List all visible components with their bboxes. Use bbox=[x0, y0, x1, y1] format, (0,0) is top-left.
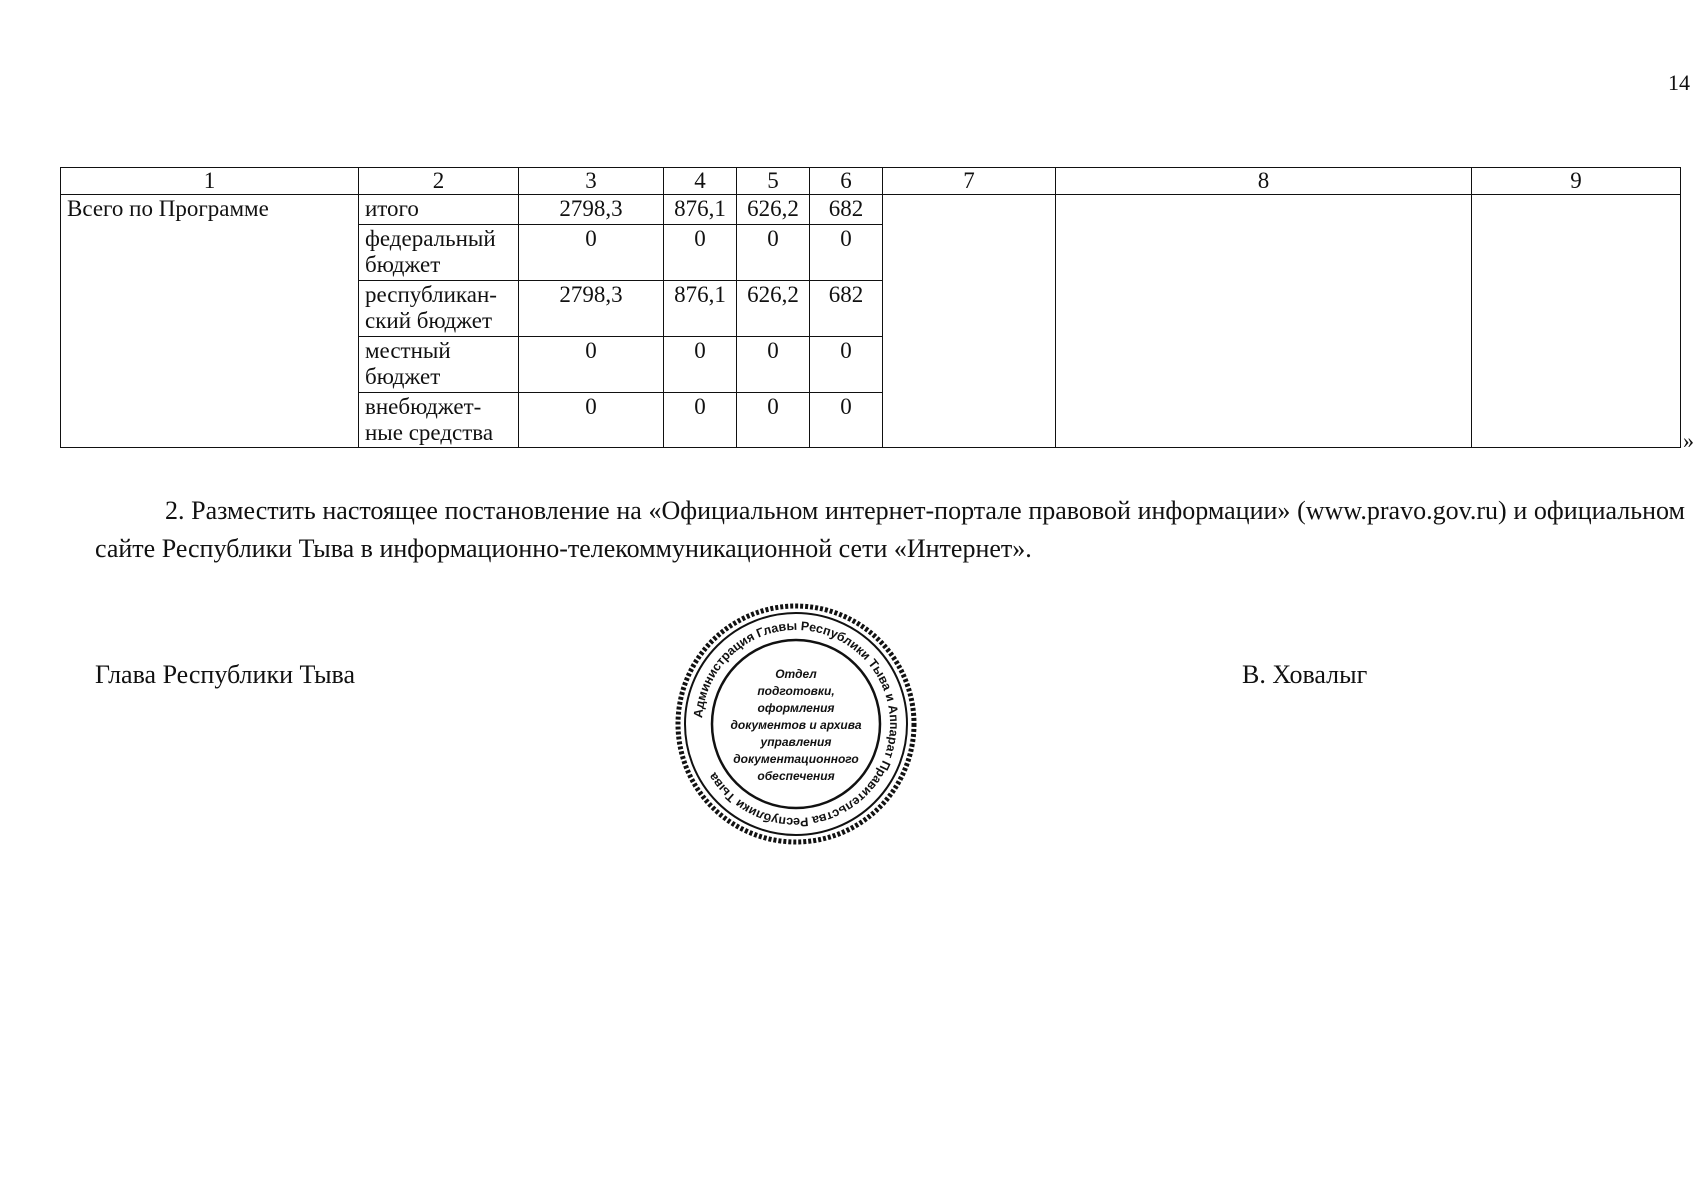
funding-source: итого bbox=[359, 195, 519, 224]
budget-table bbox=[60, 167, 1681, 448]
decree-paragraph: 2. Разместить настоящее постановление на «Официальном интернет-портале правовой информации» (www.pravo.gov.ru) и официальном сайте Республики Тыва в информационно-телекоммуникационной сети «Интернет». bbox=[95, 496, 1685, 563]
closing-quote: » bbox=[1683, 428, 1694, 453]
value-cell: 0 bbox=[664, 224, 737, 280]
seal-center-line: документов и архива bbox=[730, 718, 862, 732]
table-row bbox=[61, 195, 1681, 224]
value-cell: 682 bbox=[810, 195, 883, 224]
header-cell: 2 bbox=[359, 168, 519, 195]
header-cell: 3 bbox=[519, 168, 664, 195]
header-cell: 7 bbox=[883, 168, 1056, 195]
value-cell: 0 bbox=[519, 392, 664, 448]
seal-center-line: подготовки, bbox=[757, 684, 835, 698]
header-cell: 4 bbox=[664, 168, 737, 195]
empty-cell-8 bbox=[1056, 195, 1472, 448]
seal-center-line: документационного bbox=[733, 752, 859, 766]
seal-ring-text: Администрация Главы Республики Тыва и Аппарат Правительства Республики Тыва bbox=[691, 618, 902, 830]
funding-source: внебюджет-ные средства bbox=[359, 392, 519, 448]
value-cell: 0 bbox=[519, 224, 664, 280]
header-cell: 1 bbox=[61, 168, 359, 195]
official-seal-icon bbox=[672, 600, 920, 848]
value-cell: 2798,3 bbox=[519, 280, 664, 336]
value-cell: 0 bbox=[810, 336, 883, 392]
value-cell: 0 bbox=[810, 224, 883, 280]
seal-center-line: оформления bbox=[757, 701, 835, 715]
value-cell: 2798,3 bbox=[519, 195, 664, 224]
value-cell: 876,1 bbox=[664, 280, 737, 336]
value-cell: 0 bbox=[737, 224, 810, 280]
funding-source: республикан-ский бюджет bbox=[359, 280, 519, 336]
signatory-name: В. Ховалыг bbox=[1242, 660, 1368, 689]
page-number: 14 bbox=[1668, 70, 1690, 95]
value-cell: 626,2 bbox=[737, 195, 810, 224]
value-cell: 682 bbox=[810, 280, 883, 336]
header-cell: 8 bbox=[1056, 168, 1472, 195]
funding-source: местный бюджет bbox=[359, 336, 519, 392]
value-cell: 0 bbox=[664, 392, 737, 448]
seal-center-line: управления bbox=[760, 735, 832, 749]
value-cell: 0 bbox=[519, 336, 664, 392]
value-cell: 0 bbox=[664, 336, 737, 392]
seal-center-line: Отдел bbox=[775, 667, 817, 681]
value-cell: 0 bbox=[737, 392, 810, 448]
value-cell: 0 bbox=[810, 392, 883, 448]
header-cell: 6 bbox=[810, 168, 883, 195]
empty-cell-9 bbox=[1472, 195, 1681, 448]
value-cell: 876,1 bbox=[664, 195, 737, 224]
header-cell: 9 bbox=[1472, 168, 1681, 195]
empty-cell-7 bbox=[883, 195, 1056, 448]
value-cell: 626,2 bbox=[737, 280, 810, 336]
value-cell: 0 bbox=[737, 336, 810, 392]
header-row bbox=[61, 168, 1681, 195]
program-label: Всего по Программе bbox=[61, 195, 359, 448]
funding-source: федеральный бюджет bbox=[359, 224, 519, 280]
header-cell: 5 bbox=[737, 168, 810, 195]
signatory-position: Глава Республики Тыва bbox=[95, 660, 356, 689]
seal-center-line: обеспечения bbox=[757, 769, 835, 783]
